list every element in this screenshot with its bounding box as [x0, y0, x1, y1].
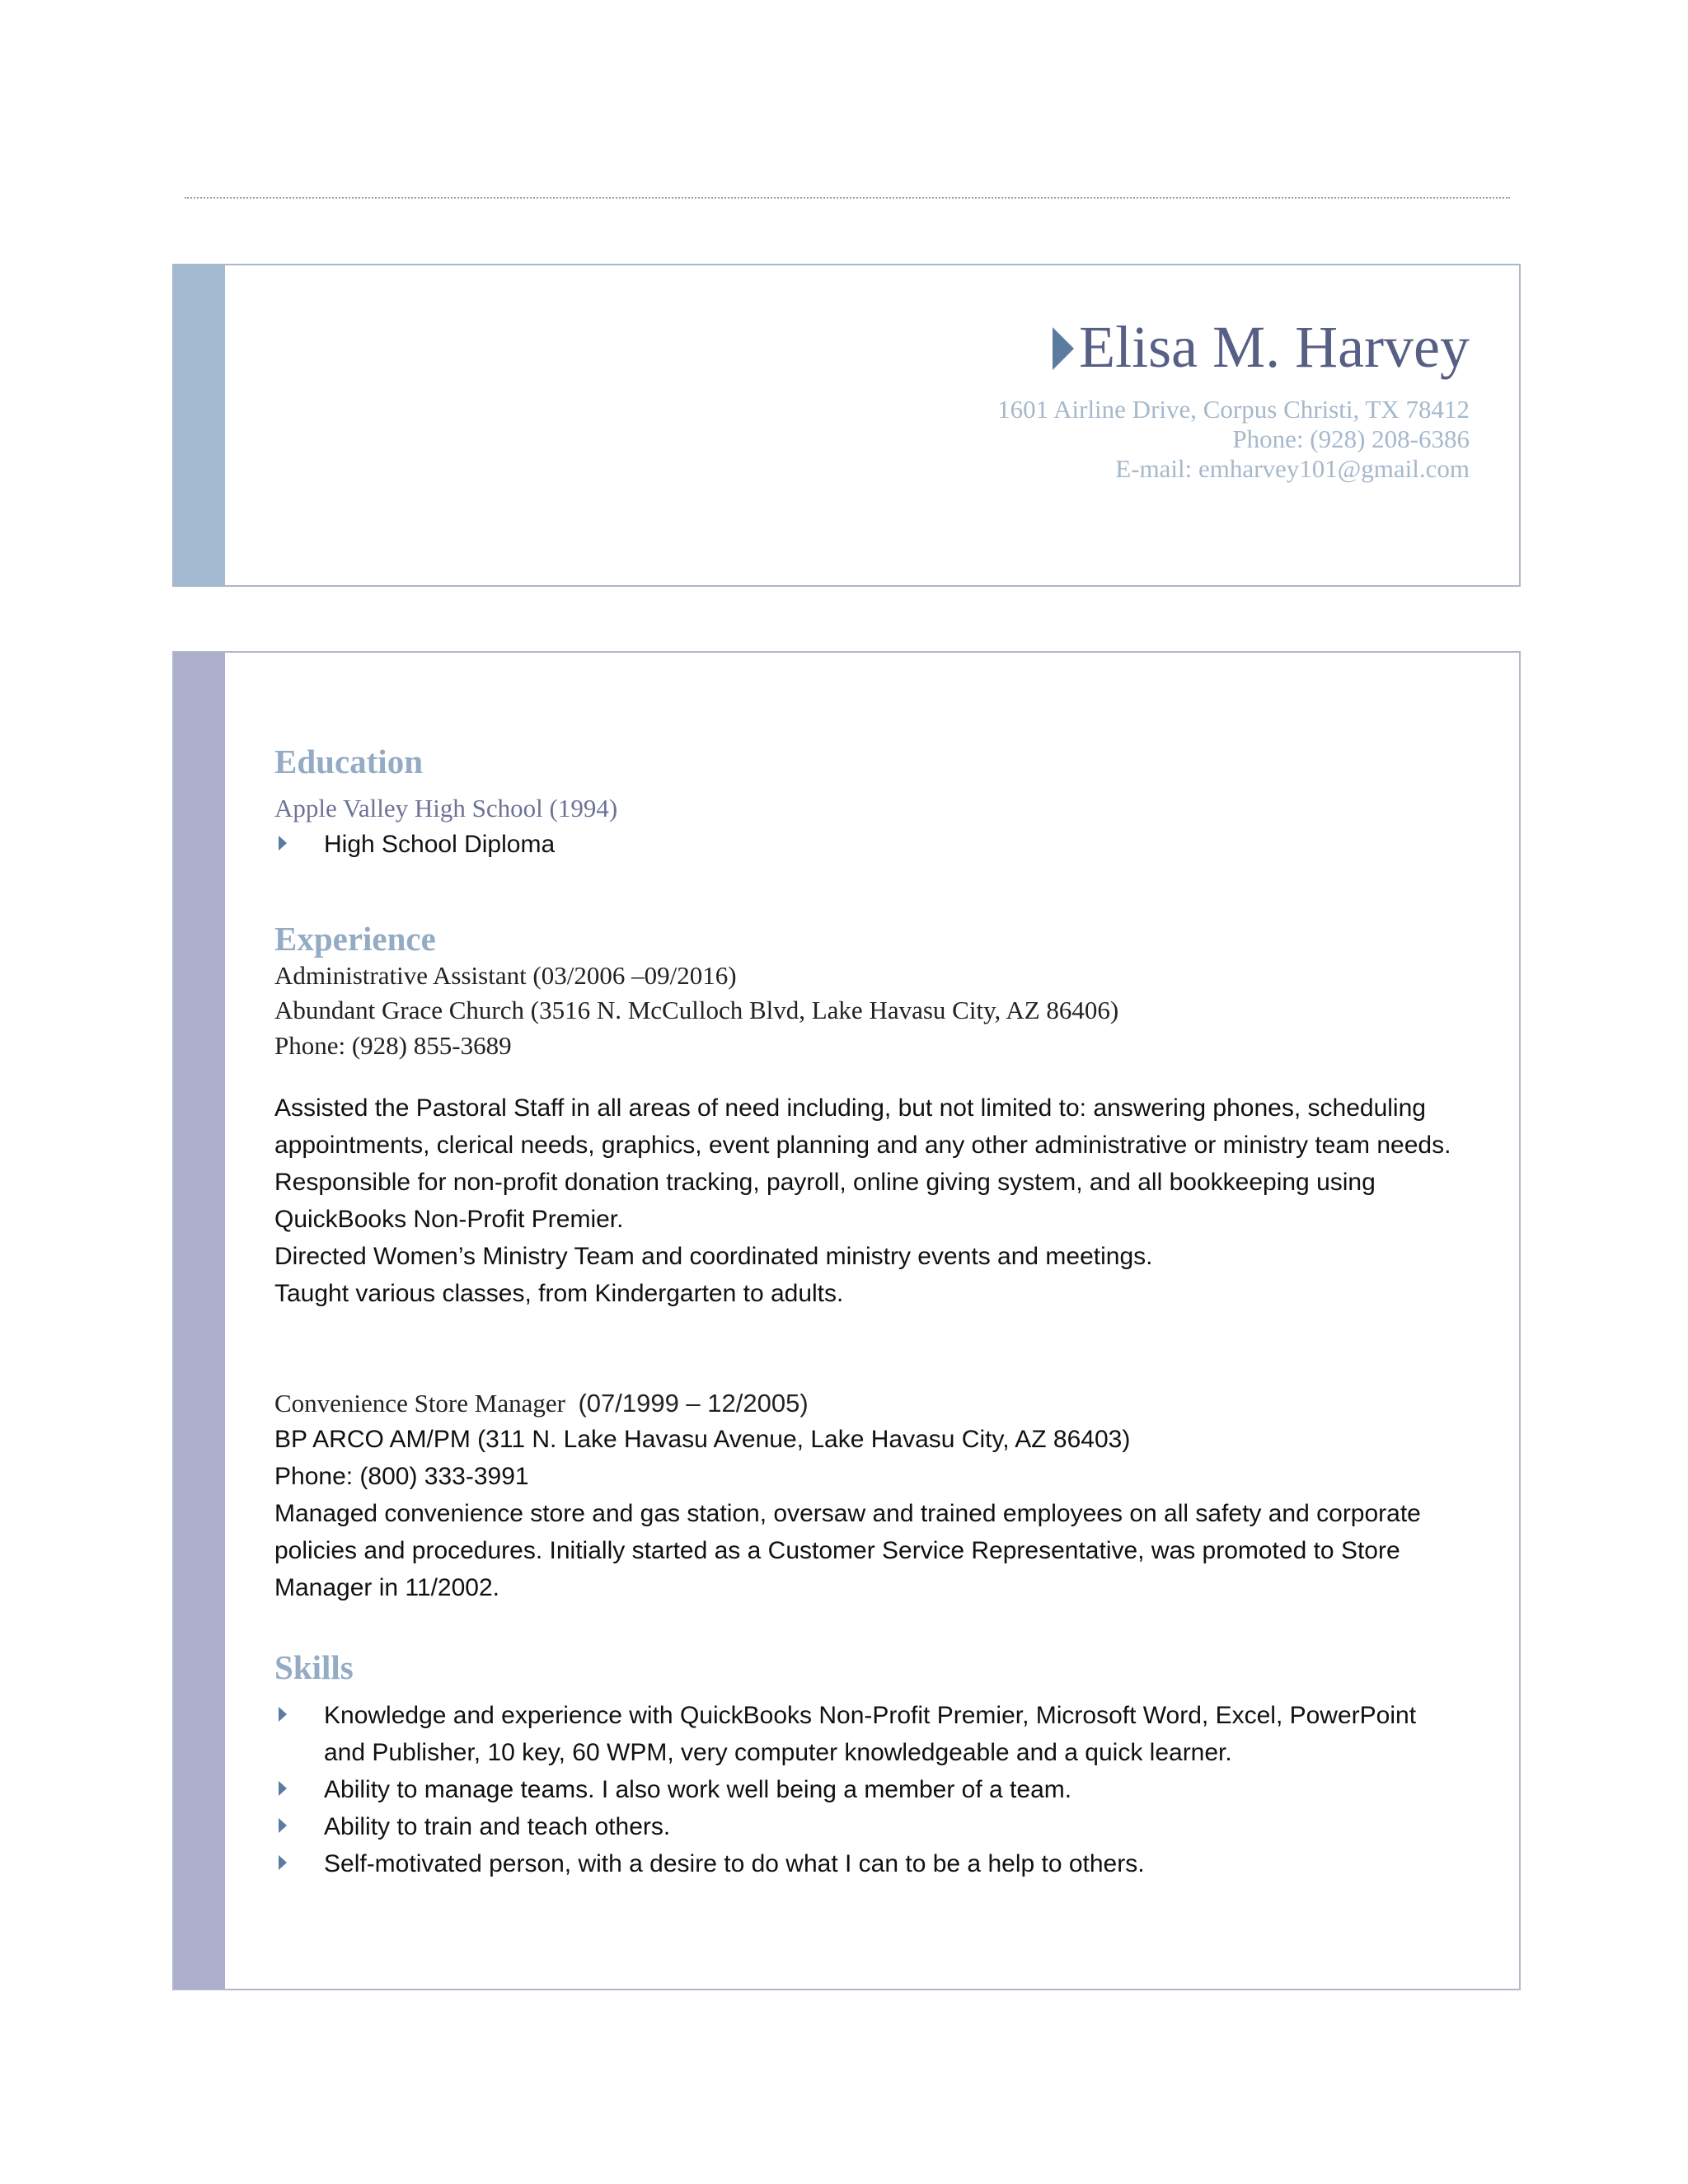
job2-title-row: [274, 1386, 1453, 1421]
triangle-bullet-icon: [279, 1707, 287, 1722]
triangle-bullet-icon: [279, 836, 287, 851]
skill-item: Ability to manage teams. I also work well being a member of a team.: [274, 1771, 1453, 1808]
job1-duty: Responsible for non-profit donation tracking, payroll, online giving system, and all bookkeeping using QuickBooks Non-Profit Premier.: [274, 1169, 1376, 1233]
header-accent-bar: [174, 265, 225, 585]
job1-duty: Directed Women’s Ministry Team and coordinated ministry events and meetings.: [274, 1243, 1153, 1270]
resume-body-box: [172, 651, 1521, 1990]
header-box: [172, 264, 1521, 587]
person-name: Elisa M. Harvey: [1079, 314, 1470, 380]
education-heading: Education: [274, 743, 423, 780]
phone: Phone: (928) 208-6386: [1232, 424, 1470, 454]
body-accent-bar: [174, 653, 225, 1989]
school-name: Apple Valley High School (1994): [274, 794, 618, 823]
email: E-mail: emharvey101@gmail.com: [1115, 454, 1470, 484]
triangle-bullet-icon: [279, 1781, 287, 1796]
job1-duty: Taught various classes, from Kindergarten to adults.: [274, 1280, 844, 1307]
triangle-bullet-icon: [1053, 327, 1074, 370]
job1-duties: [274, 1090, 1453, 1312]
job2-dates: (07/1999 – 12/2005): [578, 1389, 809, 1418]
job1-phone: Phone: (928) 855-3689: [274, 1031, 512, 1060]
job2-position: Convenience Store Manager: [274, 1389, 565, 1418]
triangle-bullet-icon: [279, 1818, 287, 1833]
job1-position: Administrative Assistant (03/2006 –09/2016): [274, 961, 737, 990]
job2-description: Managed convenience store and gas station, oversaw and trained employees on all safety and corporate policies and procedures. Initially started as a Customer Service Representative, was promoted to Store Manager in 11/2002.: [274, 1500, 1421, 1601]
education-item: High School Diploma: [274, 826, 1453, 863]
job1-duty: Assisted the Pastoral Staff in all areas of need including, but not limited to: answering phones, scheduling appointments, clerical needs, graphics, event planning and any other administrative or ministry team needs.: [274, 1094, 1451, 1159]
skill-item: Ability to train and teach others.: [274, 1808, 1453, 1845]
top-divider: [185, 197, 1510, 199]
skill-item: Knowledge and experience with QuickBooks Non-Profit Premier, Microsoft Word, Excel, PowerPoint and Publisher, 10 key, 60 WPM, very computer knowledgeable and a quick learner.: [274, 1697, 1453, 1771]
job2-employer: BP ARCO AM/PM (311 N. Lake Havasu Avenue, Lake Havasu City, AZ 86403): [274, 1426, 1131, 1453]
job1-employer: Abundant Grace Church (3516 N. McCulloch Blvd, Lake Havasu City, AZ 86406): [274, 996, 1119, 1024]
skills-list: [274, 1697, 1453, 1882]
contact-block: [997, 315, 1470, 484]
job2: [274, 1386, 1453, 1606]
skill-item: Self-motivated person, with a desire to do what I can to be a help to others.: [274, 1845, 1453, 1882]
address: 1601 Airline Drive, Corpus Christi, TX 78412: [997, 395, 1470, 424]
resume-content: [274, 742, 1453, 1882]
experience-heading: Experience: [274, 920, 436, 958]
name-row: [997, 315, 1470, 380]
skills-heading: Skills: [274, 1648, 354, 1686]
triangle-bullet-icon: [279, 1855, 287, 1870]
job2-phone: Phone: (800) 333-3991: [274, 1463, 529, 1490]
